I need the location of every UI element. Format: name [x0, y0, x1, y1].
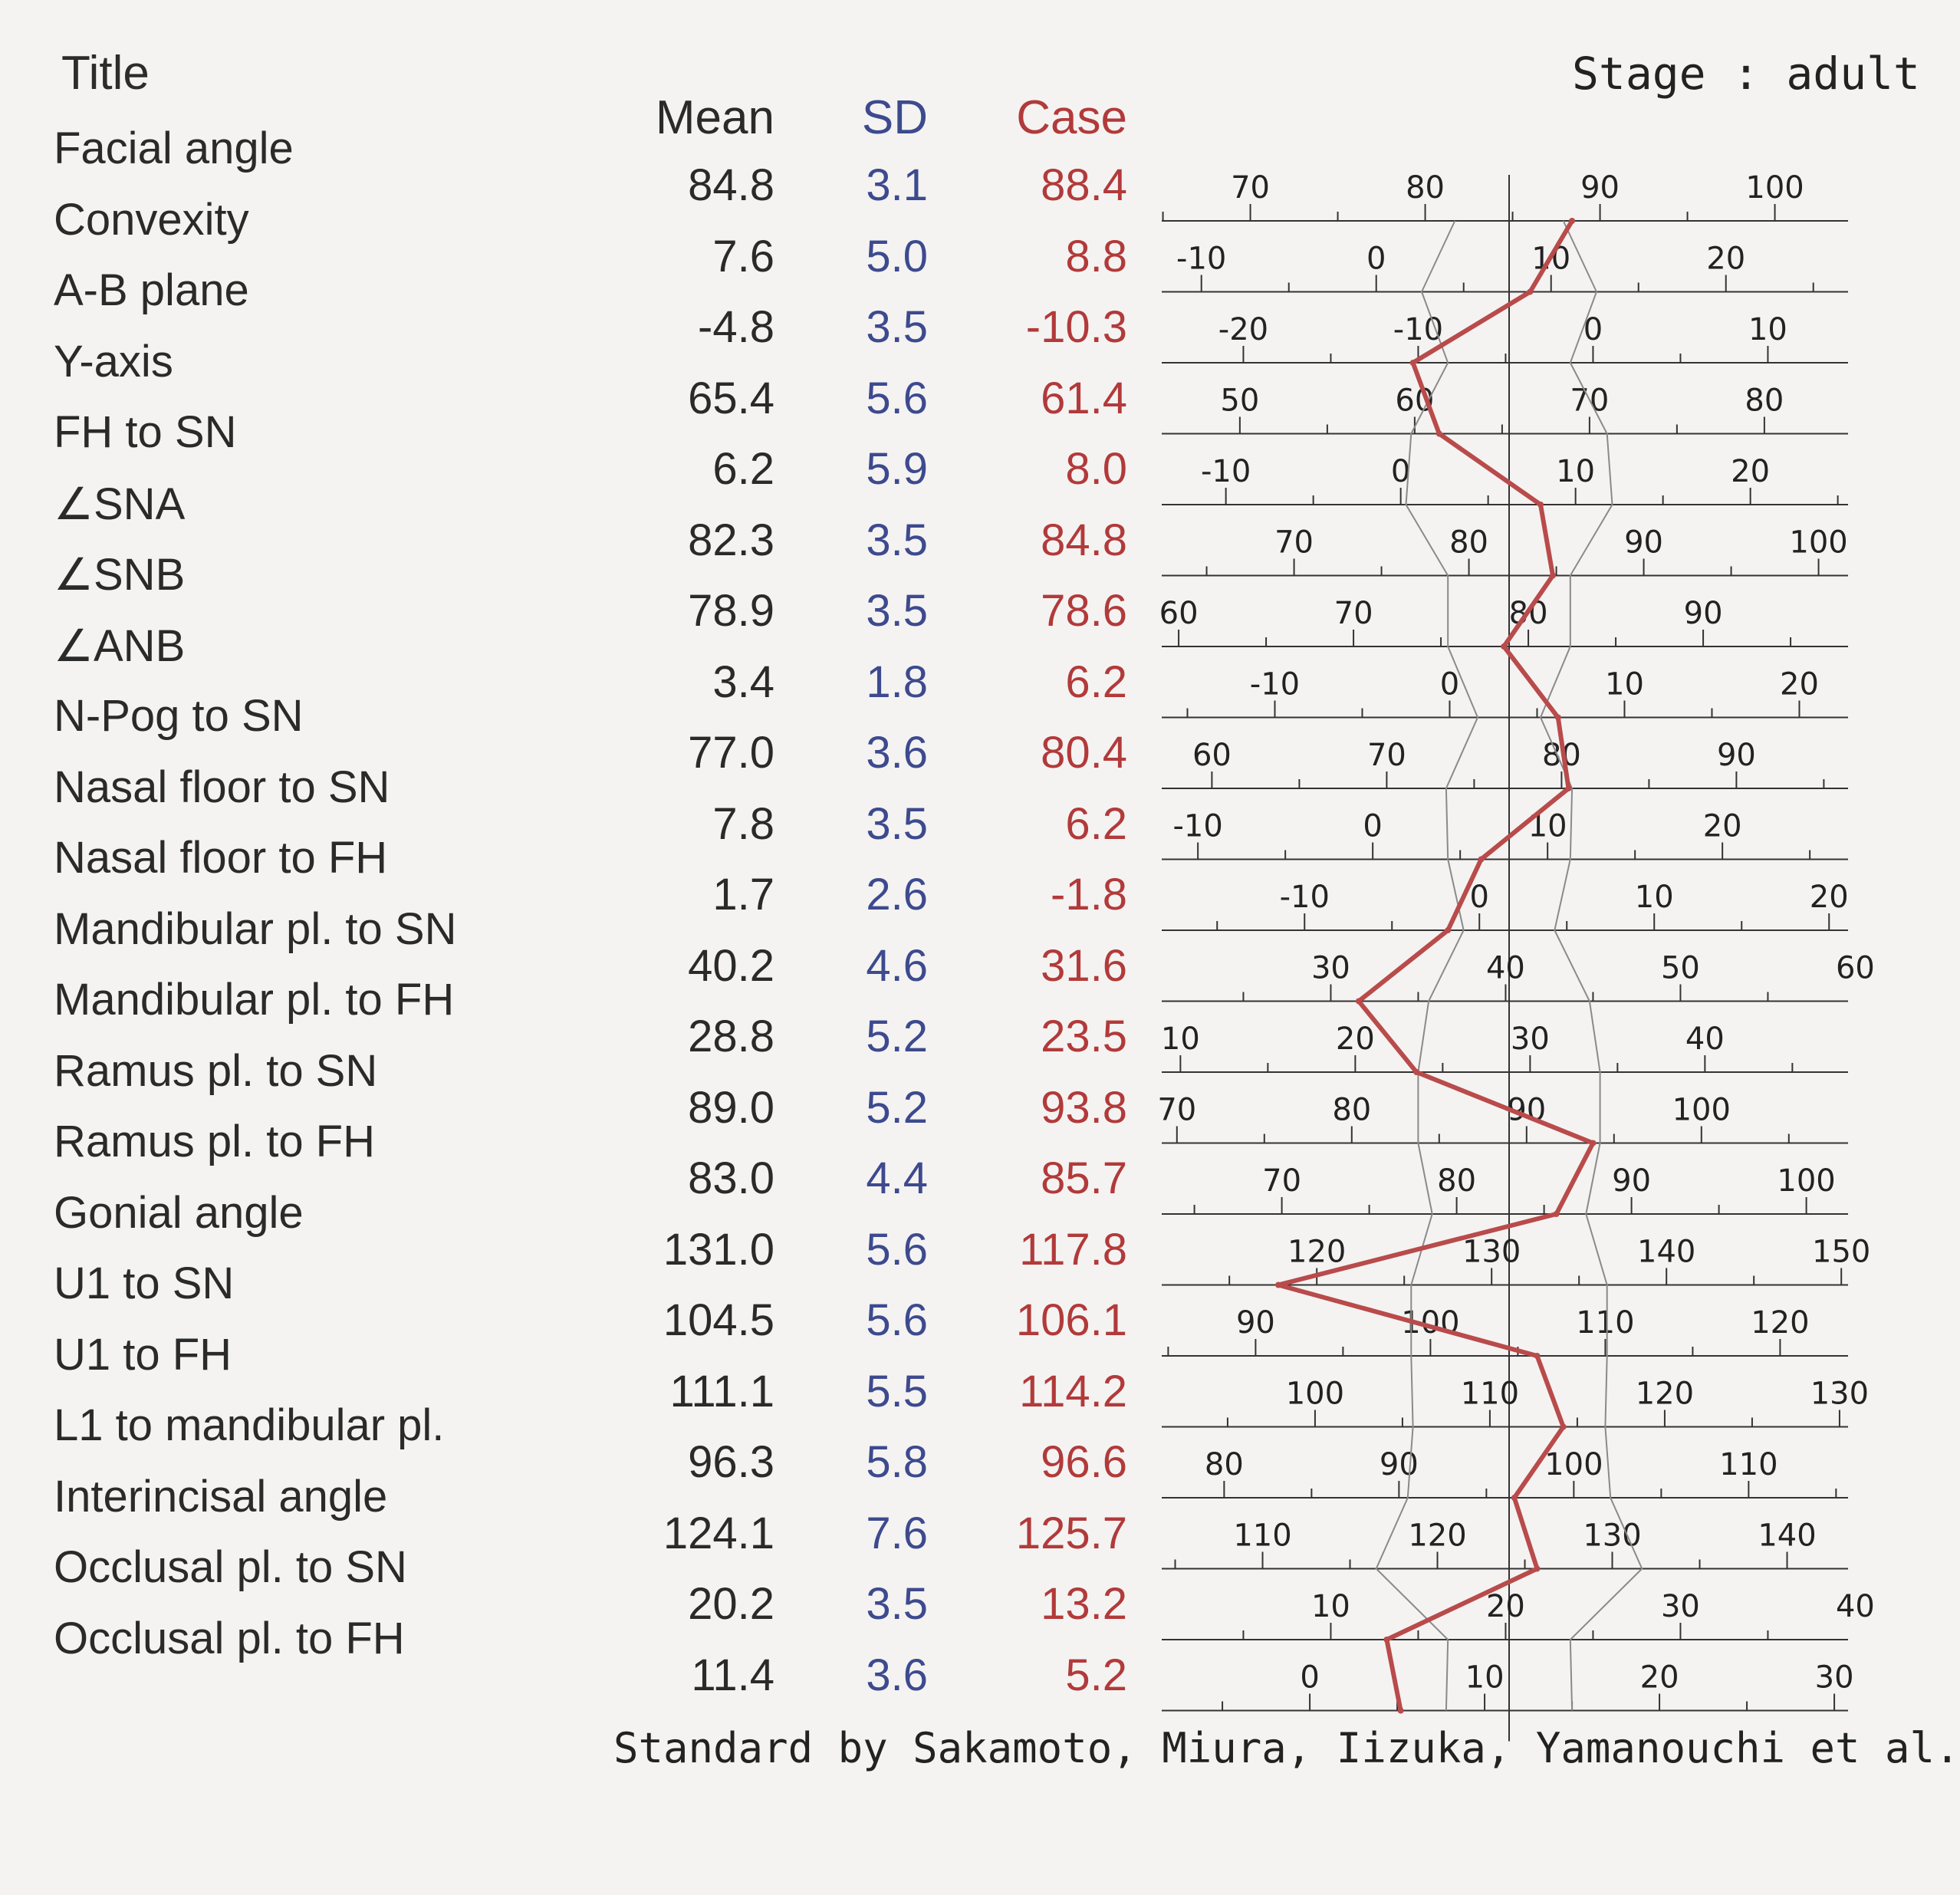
case-point [1534, 1353, 1540, 1359]
tick-label: 80 [1745, 383, 1784, 419]
case-value: 96.6 [1041, 1437, 1127, 1487]
tick-label: 100 [1745, 170, 1804, 206]
case-point [1555, 715, 1561, 721]
tick-label: 100 [1285, 1376, 1345, 1412]
case-point [1275, 1282, 1281, 1288]
tick-label: 90 [1683, 596, 1723, 631]
tick-label: 100 [1777, 1163, 1836, 1199]
case-value: 13.2 [1041, 1579, 1127, 1629]
tick-label: 10 [1748, 312, 1787, 347]
tick-label: 120 [1751, 1305, 1810, 1341]
tick-label: 10 [1465, 1660, 1505, 1696]
tick-label: 40 [1835, 1589, 1875, 1624]
tick-label: 20 [1485, 1589, 1525, 1624]
measurement-name: ∠ANB [54, 620, 186, 671]
sd-value: 3.5 [866, 586, 928, 636]
measurement-name: ∠SNB [54, 550, 186, 600]
tick-label: 30 [1660, 1589, 1700, 1624]
case-point [1410, 360, 1416, 366]
tick-label: 20 [1335, 1022, 1375, 1057]
mean-value: 20.2 [688, 1579, 774, 1629]
tick-label: 100 [1672, 1092, 1731, 1128]
case-point [1560, 1424, 1567, 1430]
tick-label: 20 [1706, 241, 1746, 277]
tick-label: 90 [1580, 170, 1620, 206]
sd-value: 5.9 [866, 444, 928, 494]
case-value: 88.4 [1041, 160, 1127, 210]
mean-value: 77.0 [688, 728, 774, 778]
tick-label: 80 [1204, 1447, 1244, 1482]
tick-label: 20 [1809, 880, 1849, 915]
measurement-name: Occlusal pl. to SN [54, 1542, 407, 1592]
tick-label: 90 [1612, 1163, 1652, 1199]
tick-label: -10 [1249, 666, 1301, 702]
tick-label: 30 [1510, 1022, 1550, 1057]
sd-value: 5.8 [866, 1437, 928, 1487]
tick-label: 130 [1810, 1376, 1870, 1412]
tick-label: 80 [1541, 738, 1581, 773]
tick-label: 70 [1157, 1092, 1197, 1128]
tick-label: 50 [1220, 383, 1260, 419]
mean-value: 28.8 [688, 1012, 774, 1061]
case-value: 8.8 [1065, 231, 1127, 281]
sd-value: 5.2 [866, 1082, 928, 1133]
case-value: 106.1 [1015, 1295, 1127, 1345]
case-point [1445, 927, 1451, 933]
case-point [1501, 643, 1507, 650]
tick-label: 20 [1731, 454, 1771, 489]
tick-label: 90 [1235, 1305, 1275, 1341]
tick-label: 0 [1469, 880, 1489, 915]
tick-label: 110 [1233, 1518, 1292, 1554]
tick-label: 60 [1835, 950, 1875, 986]
tick-label: 120 [1408, 1518, 1467, 1554]
case-point [1590, 1140, 1596, 1147]
tick-label: -10 [1172, 808, 1223, 844]
case-value: 78.6 [1041, 586, 1127, 636]
tick-label: 70 [1570, 383, 1610, 419]
tick-label: 70 [1262, 1163, 1302, 1199]
tick-label: 0 [1390, 454, 1411, 489]
measurement-name: Interincisal angle [54, 1471, 388, 1522]
tick-label: 0 [1363, 808, 1383, 844]
case-point [1527, 289, 1533, 295]
tick-label: 40 [1485, 950, 1525, 986]
measurement-name: Convexity [54, 194, 249, 245]
tick-label: 100 [1789, 525, 1848, 561]
sd-value: 3.6 [866, 728, 928, 778]
measurement-name: Nasal floor to SN [54, 762, 390, 812]
tick-label: 10 [1531, 241, 1571, 277]
case-header: Case [1016, 91, 1127, 144]
measurement-name: U1 to SN [54, 1258, 235, 1308]
tick-label: -20 [1218, 312, 1269, 347]
tick-label: 60 [1159, 596, 1199, 631]
sd-lower-boundary [1376, 221, 1478, 1711]
measurement-name: Mandibular pl. to SN [54, 903, 457, 954]
mean-value: 82.3 [688, 515, 774, 565]
tick-label: 120 [1287, 1234, 1347, 1270]
mean-header: Mean [655, 91, 774, 144]
case-value: 61.4 [1041, 373, 1127, 423]
tick-label: 90 [1379, 1447, 1419, 1482]
measurement-name: ∠SNA [54, 479, 186, 529]
tick-label: 0 [1366, 241, 1386, 277]
sd-value: 5.6 [866, 1224, 928, 1275]
sd-value: 1.8 [866, 656, 928, 707]
mean-value: 104.5 [663, 1295, 774, 1345]
mean-value: 11.4 [691, 1650, 774, 1700]
tick-label: 150 [1812, 1234, 1871, 1270]
mean-value: 131.0 [663, 1224, 774, 1275]
case-point [1550, 573, 1556, 579]
mean-value: 111.1 [669, 1366, 774, 1416]
case-point [1436, 431, 1442, 437]
tick-label: 140 [1758, 1518, 1817, 1554]
case-point [1554, 1211, 1560, 1217]
measurement-name: Occlusal pl. to FH [54, 1613, 405, 1663]
case-value: 114.2 [1019, 1366, 1127, 1416]
case-value: 6.2 [1065, 798, 1127, 849]
measurement-name: Facial angle [54, 123, 294, 173]
tick-label: 80 [1332, 1092, 1372, 1128]
measurement-name: Ramus pl. to FH [54, 1117, 375, 1166]
case-point [1398, 1708, 1404, 1714]
tick-label: 60 [1192, 738, 1232, 773]
case-point [1566, 785, 1572, 791]
mean-value: -4.8 [698, 302, 774, 352]
measurement-name: Y-axis [54, 336, 173, 387]
case-point [1534, 1566, 1540, 1572]
mean-value: 89.0 [688, 1082, 774, 1133]
case-value: 85.7 [1041, 1153, 1127, 1203]
case-value: -1.8 [1051, 870, 1127, 920]
sd-value: 5.5 [866, 1366, 928, 1416]
sd-value: 3.5 [866, 515, 928, 565]
stage-label: Stage : adult [1572, 48, 1920, 100]
case-point [1413, 1069, 1419, 1075]
tick-label: 50 [1660, 950, 1700, 986]
tick-label: -10 [1279, 880, 1330, 915]
tick-label: 90 [1507, 1092, 1547, 1128]
case-value: 84.8 [1041, 515, 1127, 565]
tick-label: 70 [1231, 170, 1271, 206]
sd-value: 3.1 [866, 160, 928, 210]
measurement-name: Mandibular pl. to FH [54, 975, 455, 1025]
sd-value: 3.5 [866, 798, 928, 849]
measurement-name: Gonial angle [54, 1187, 304, 1238]
measurement-name: FH to SN [54, 407, 237, 457]
measurement-name: Nasal floor to FH [54, 833, 388, 883]
tick-label: 110 [1719, 1447, 1778, 1482]
tick-label: 0 [1439, 666, 1460, 702]
footnote: Standard by Sakamoto, Miura, Iizuka, Yamanouchi et al. [613, 1724, 1960, 1772]
page-title: Title [61, 47, 150, 100]
tick-label: 130 [1583, 1518, 1642, 1554]
tick-label: 80 [1449, 525, 1489, 561]
tick-label: 70 [1334, 596, 1373, 631]
tick-label: 0 [1583, 312, 1603, 347]
case-point [1511, 1495, 1518, 1501]
tick-label: 10 [1605, 666, 1644, 702]
tick-label: 70 [1366, 738, 1406, 773]
mean-value: 65.4 [688, 373, 774, 423]
sd-value: 5.2 [866, 1012, 928, 1061]
measurement-name: Ramus pl. to SN [54, 1045, 378, 1096]
mean-value: 6.2 [712, 444, 774, 494]
case-point [1383, 1637, 1389, 1643]
sd-value: 5.0 [866, 231, 928, 281]
tick-label: 80 [1508, 596, 1548, 631]
tick-label: 100 [1401, 1305, 1460, 1341]
sd-value: 5.6 [866, 373, 928, 423]
sd-header: SD [861, 91, 928, 144]
mean-value: 40.2 [688, 940, 774, 991]
case-value: 23.5 [1041, 1012, 1127, 1061]
tick-label: 0 [1300, 1660, 1320, 1696]
sd-upper-boundary [1541, 221, 1642, 1711]
tick-label: -10 [1176, 241, 1227, 277]
sd-value: 3.5 [866, 1579, 928, 1629]
tick-label: 90 [1624, 525, 1664, 561]
tick-label: 100 [1544, 1447, 1603, 1482]
sd-value: 4.6 [866, 940, 928, 991]
case-value: 8.0 [1065, 444, 1127, 494]
tick-label: 40 [1685, 1022, 1725, 1057]
tick-label: 110 [1460, 1376, 1520, 1412]
measurement-name: N-Pog to SN [54, 691, 304, 741]
mean-value: 96.3 [688, 1437, 774, 1487]
case-point [1569, 218, 1575, 224]
tick-label: 140 [1637, 1234, 1696, 1270]
tick-label: 10 [1634, 880, 1674, 915]
sd-value: 2.6 [866, 870, 928, 920]
case-value: -10.3 [1025, 302, 1127, 352]
case-value: 93.8 [1041, 1082, 1127, 1133]
tick-label: -10 [1393, 312, 1444, 347]
case-point [1356, 998, 1362, 1005]
case-value: 80.4 [1041, 728, 1127, 778]
mean-value: 3.4 [712, 656, 774, 707]
mean-value: 7.8 [712, 798, 774, 849]
tick-label: 60 [1395, 383, 1435, 419]
tick-label: 20 [1702, 808, 1742, 844]
case-value: 125.7 [1015, 1508, 1127, 1558]
tick-label: 80 [1437, 1163, 1477, 1199]
mean-value: 78.9 [688, 586, 774, 636]
tick-label: 30 [1814, 1660, 1854, 1696]
sd-value: 3.5 [866, 302, 928, 352]
tick-label: 80 [1406, 170, 1445, 206]
mean-value: 124.1 [663, 1508, 774, 1558]
tick-label: 10 [1160, 1022, 1200, 1057]
measurement-name: U1 to FH [54, 1329, 232, 1380]
case-point [1478, 857, 1485, 863]
tick-label: 130 [1462, 1234, 1521, 1270]
mean-value: 84.8 [688, 160, 774, 210]
measurement-name: L1 to mandibular pl. [54, 1400, 445, 1450]
tick-label: 20 [1639, 1660, 1679, 1696]
sd-value: 3.6 [866, 1650, 928, 1700]
tick-label: 10 [1556, 454, 1596, 489]
case-point [1537, 502, 1544, 508]
mean-value: 7.6 [712, 231, 774, 281]
tick-label: 90 [1716, 738, 1756, 773]
sd-value: 7.6 [866, 1508, 928, 1558]
tick-label: 70 [1274, 525, 1314, 561]
case-value: 5.2 [1065, 1650, 1127, 1700]
case-value: 6.2 [1065, 656, 1127, 707]
sd-value: 4.4 [866, 1153, 928, 1203]
sd-value: 5.6 [866, 1295, 928, 1345]
mean-value: 1.7 [712, 870, 774, 920]
tick-label: 20 [1780, 666, 1819, 702]
tick-label: 120 [1635, 1376, 1695, 1412]
tick-label: 10 [1311, 1589, 1350, 1624]
case-value: 117.8 [1019, 1224, 1127, 1275]
tick-label: 30 [1311, 950, 1350, 986]
measurement-name: A-B plane [54, 265, 249, 315]
tick-label: 10 [1528, 808, 1567, 844]
tick-label: -10 [1200, 454, 1251, 489]
tick-label: 110 [1576, 1305, 1635, 1341]
case-value: 31.6 [1041, 940, 1127, 991]
mean-value: 83.0 [688, 1153, 774, 1203]
